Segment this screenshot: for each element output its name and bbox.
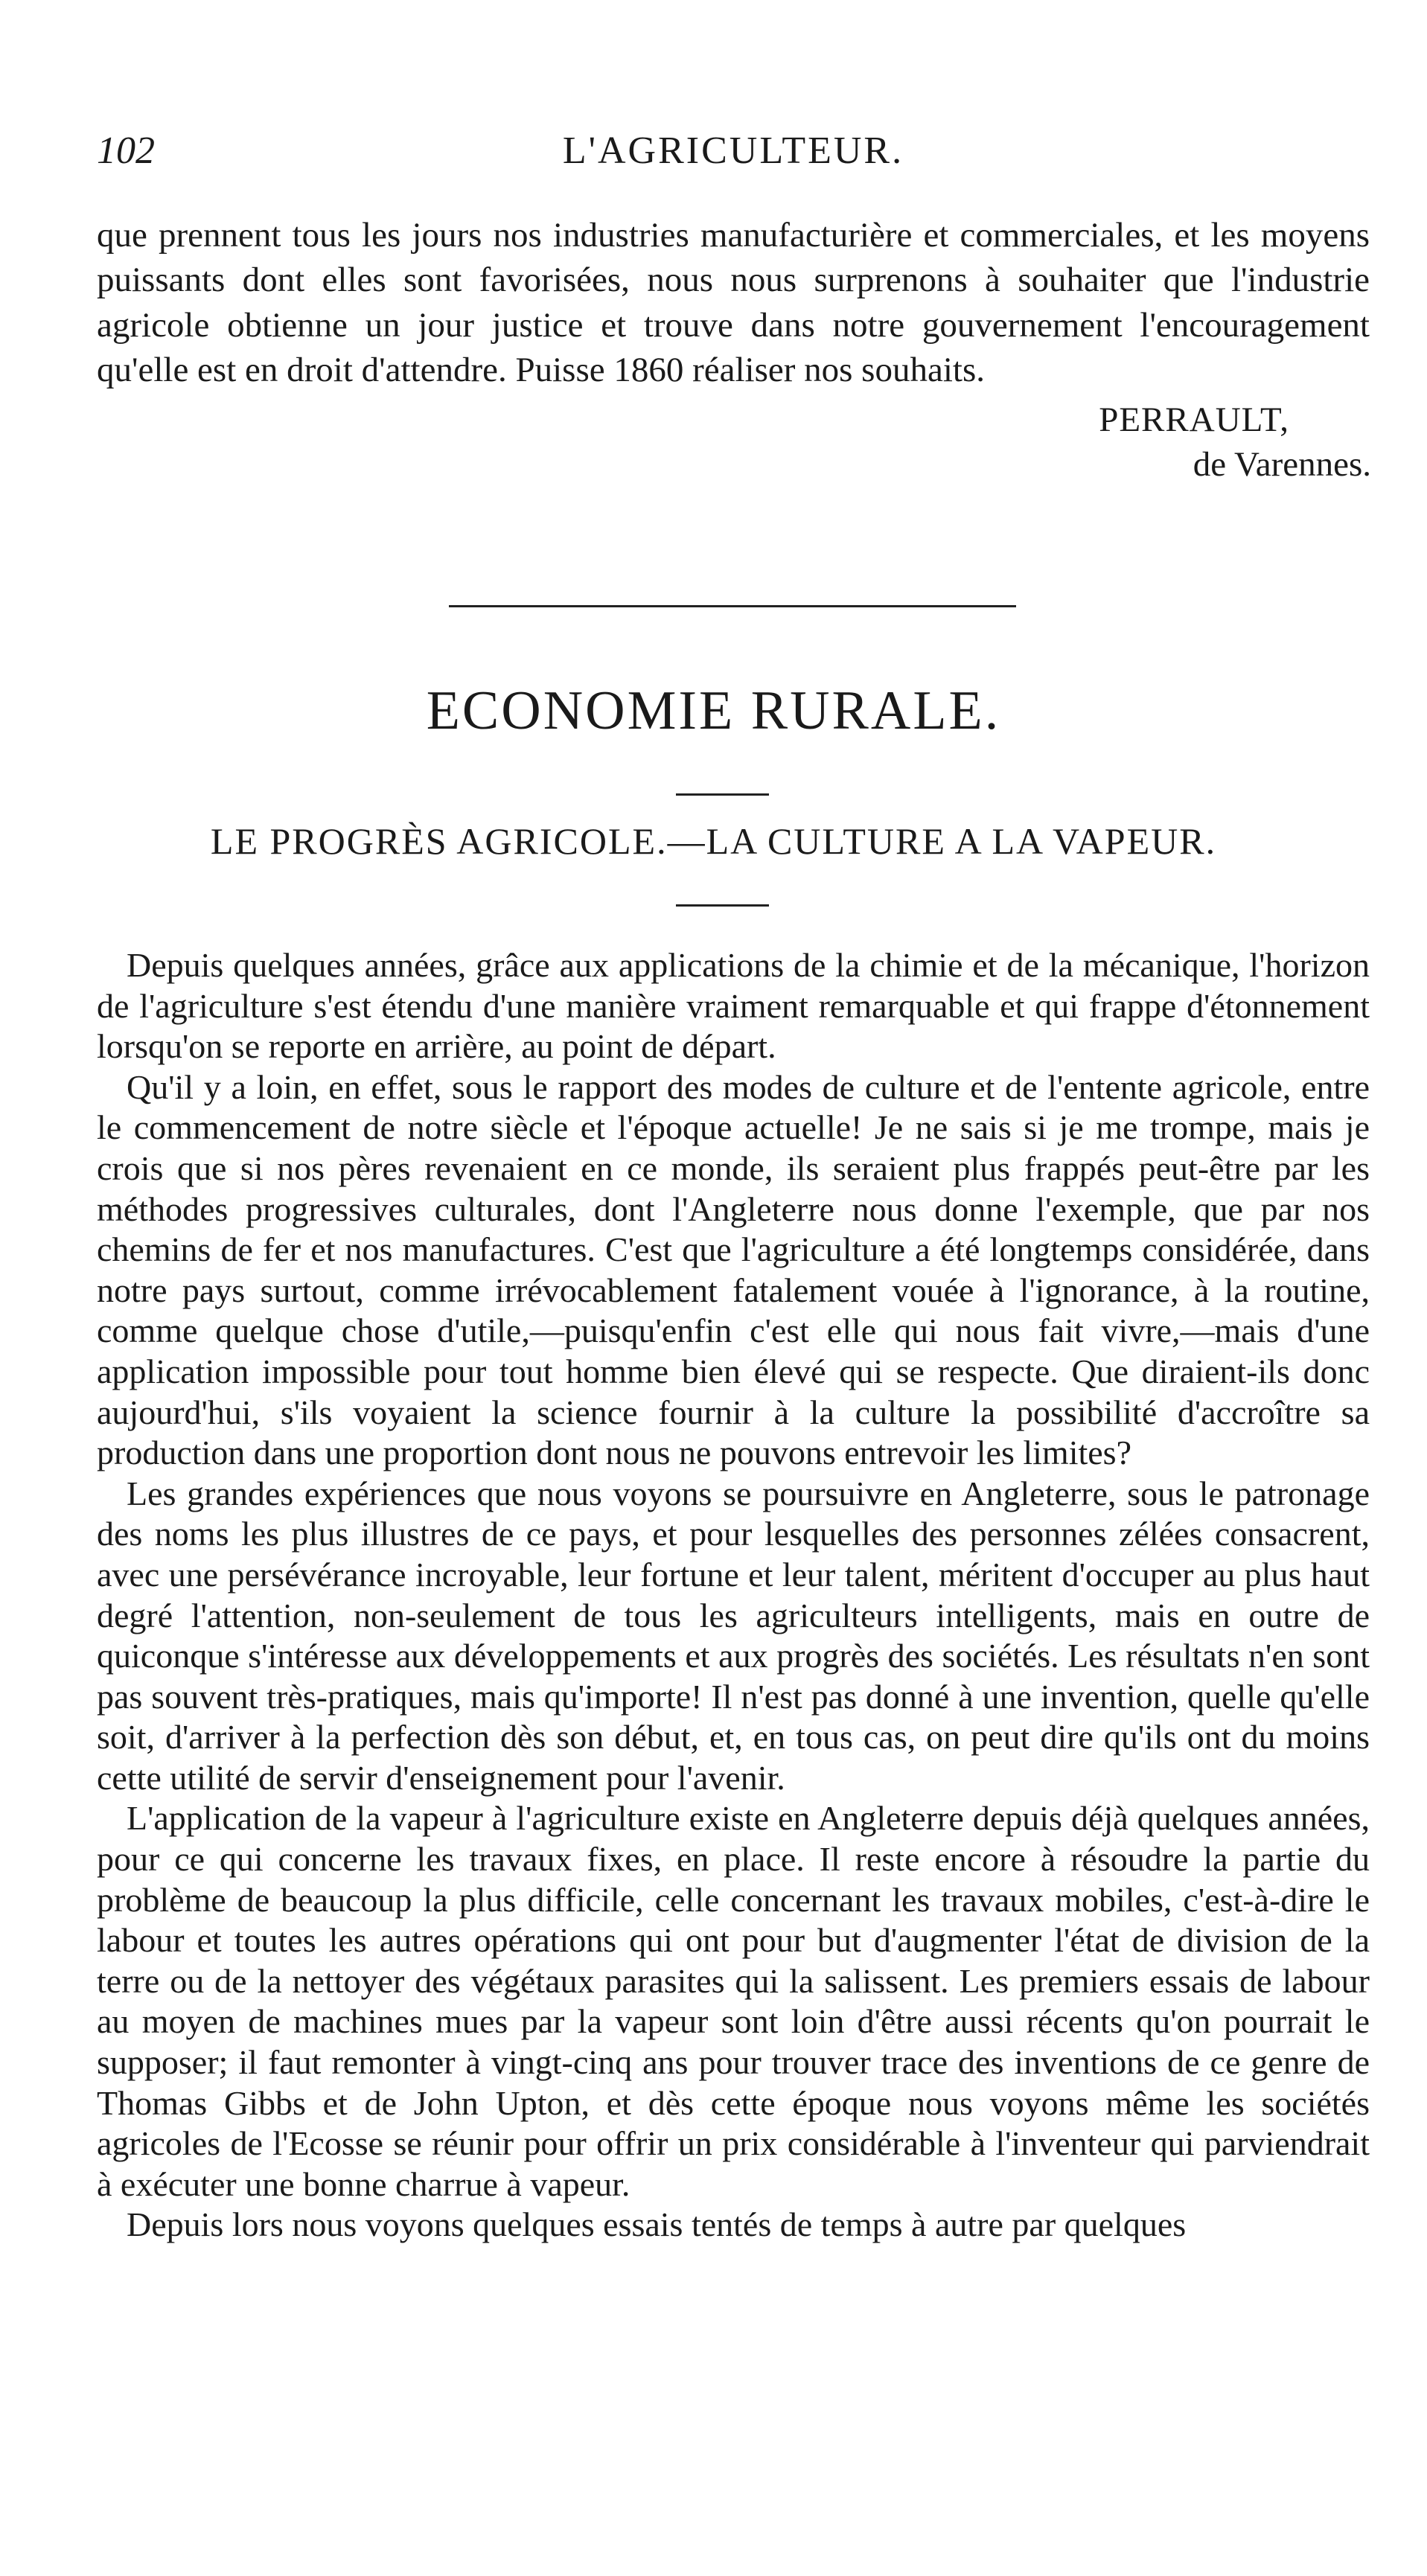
- signature-place: de Varennes.: [1193, 445, 1371, 484]
- title-rule-top: [676, 793, 769, 796]
- article-paragraph: Depuis quelques années, grâce aux applications de la chimie et de la mécanique, l'horizon de l'agriculture s'est étendu d'une manière vraiment remarquable et qui frappe d'étonnement lorsqu'on se reporte en arrière, au point de départ.: [97, 946, 1370, 1066]
- intro-paragraph: que prennent tous les jours nos industries manufacturière et commerciales, et les moyens puissants dont elles sont favorisées, nous nous surprenons à souhaiter que l'industrie agricole obtienne un jour justice et trouve dans notre gouvernement l'encouragement qu'elle est en droit d'attendre. Puisse 1860 réaliser nos souhaits.: [97, 216, 1370, 390]
- article-body: [97, 945, 1370, 2246]
- intro-paragraph-block: [97, 213, 1370, 393]
- section-title: ECONOMIE RURALE.: [426, 680, 1001, 741]
- article-paragraph: L'application de la vapeur à l'agriculture existe en Angleterre depuis déjà quelques années, pour ce qui concerne les travaux fixes, en place. Il reste encore à résoudre la partie du problème de beaucoup la plus difficile, celle concernant les travaux mobiles, c'est-à-dire le labour et toutes les autres opérations qui ont pour but d'augmenter l'état de division de la terre ou de la nettoyer des végétaux parasites qui la salissent. Les premiers essais de labour au moyen de machines mues par la vapeur sont loin d'être aussi récents qu'on pourrait le supposer; il faut remonter à vingt-cinq ans pour trouver trace des inventions de ce genre de Thomas Gibbs et de John Upton, et dès cette époque nous voyons même les sociétés agricoles de l'Ecosse se réunir pour offrir un prix considérable à l'inventeur qui parviendrait à exécuter une bonne charrue à vapeur.: [97, 1799, 1370, 2203]
- article-title: LE PROGRÈS AGRICOLE.—LA CULTURE A LA VAPEUR.: [210, 820, 1217, 862]
- signature-author: PERRAULT,: [1099, 400, 1289, 439]
- page-number: 102: [97, 130, 155, 172]
- article-paragraph: Les grandes expériences que nous voyons se poursuivre en Angleterre, sous le patronage des noms les plus illustres de ce pays, et pour lesquelles des personnes zélées consacrent, avec une persévérance incroyable, leur fortune et leur talent, méritent d'occuper au plus haut degré l'attention, non-seulement de tous les agriculteurs intelligents, mais en outre de quiconque s'intéresse aux développements et aux progrès des sociétés. Les résultats n'en sont pas souvent très-pratiques, mais qu'importe! Il n'est pas donné à une invention, quelle qu'elle soit, d'arriver à la perfection dès son début, et, en tous cas, on peut dire qu'ils ont du moins cette utilité de servir d'enseignement pour l'avenir.: [97, 1474, 1370, 1797]
- title-rule-bottom: [676, 904, 769, 907]
- section-divider: [449, 605, 1016, 607]
- signature: [776, 397, 1371, 487]
- running-title: L'AGRICULTEUR.: [562, 130, 904, 172]
- page-header: [97, 125, 1370, 177]
- article-paragraph: Depuis lors nous voyons quelques essais tentés de temps à autre par quelques: [127, 2205, 1187, 2244]
- article-paragraph: Qu'il y a loin, en effet, sous le rapport des modes de culture et de l'entente agricole, entre le commencement de notre siècle et l'époque actuelle! Je ne sais si je me trompe, mais je crois que si nos pères revenaient en ce monde, ils seraient plus frappés peut-être par les méthodes progressives culturales, dont l'Angleterre nous donne l'exemple, que par nos chemins de fer et nos manufactures. C'est que l'agriculture a été longtemps considérée, dans notre pays surtout, comme irrévocablement fatalement vouée à l'ignorance, à la routine, comme quelque chose d'utile,—puisqu'enfin c'est elle qui nous fait vivre,—mais d'une application impossible pour tout homme bien élevé qui se respecte. Que diraient-ils donc aujourd'hui, s'ils voyaient la science fournir à la culture la possibilité d'accroître sa production dans une proportion dont nous ne pouvons entrevoir les limites?: [97, 1067, 1370, 1472]
